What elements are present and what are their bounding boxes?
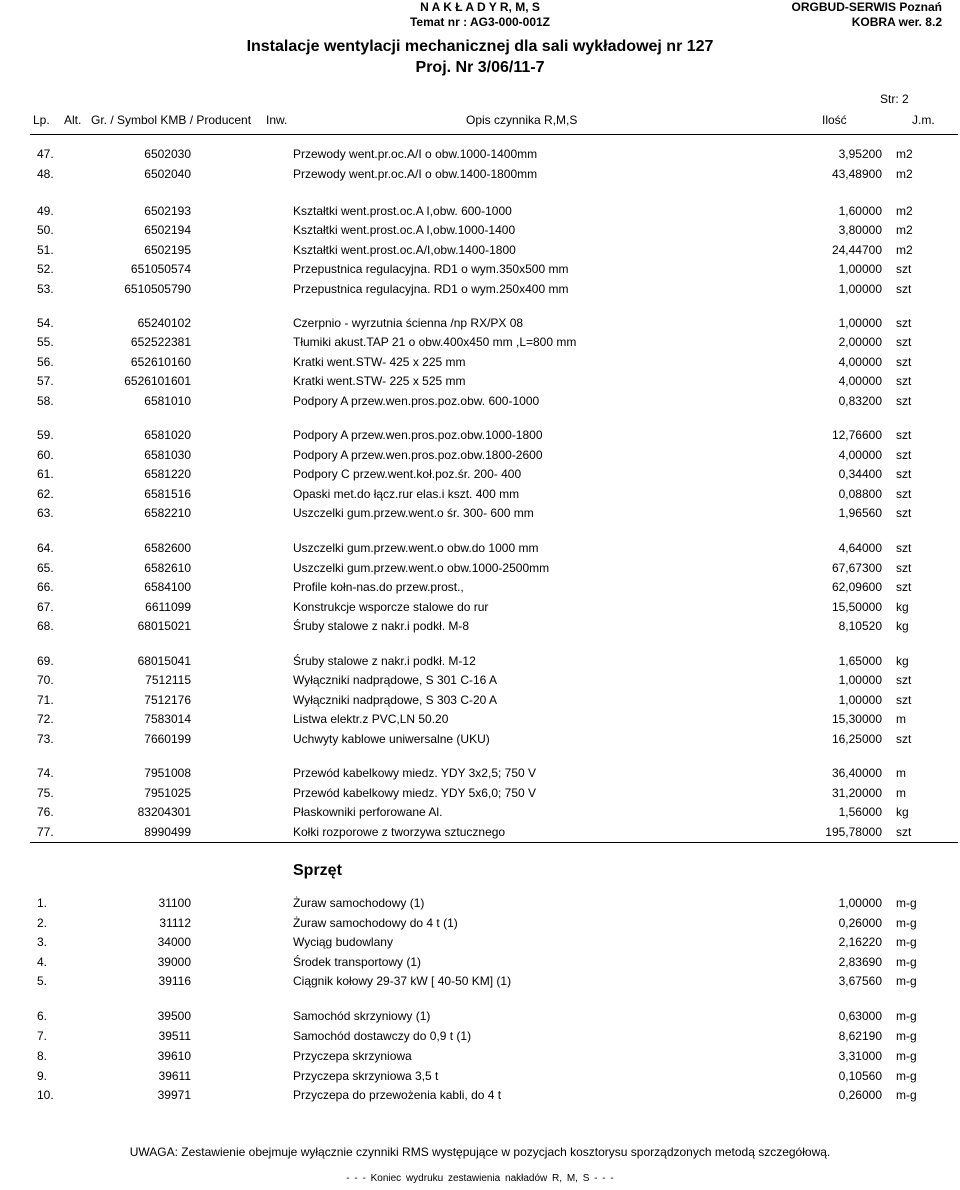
symbol-code: 39511 bbox=[158, 1029, 191, 1043]
symbol-code: 6611099 bbox=[145, 600, 191, 614]
unit-label: szt bbox=[896, 506, 912, 520]
quantity-value: 12,76600 bbox=[831, 428, 882, 442]
quantity-value: 8,62190 bbox=[838, 1029, 882, 1043]
quantity-value: 1,00000 bbox=[838, 316, 882, 330]
table-row bbox=[0, 204, 960, 223]
item-description: Przyczepa do przewożenia kabli, do 4 t bbox=[293, 1088, 502, 1102]
row-number: 57. bbox=[37, 374, 54, 388]
unit-label: m-g bbox=[896, 935, 917, 949]
table-row bbox=[0, 467, 960, 486]
row-number: 3. bbox=[37, 935, 48, 949]
unit-label: m2 bbox=[896, 223, 913, 237]
table-row bbox=[0, 335, 960, 354]
item-description: Profile kołn-nas.do przew.prost., bbox=[293, 580, 464, 594]
table-row bbox=[0, 712, 960, 731]
item-description: Samochód skrzyniowy (1) bbox=[293, 1009, 431, 1023]
quantity-value: 1,60000 bbox=[838, 204, 882, 218]
row-number: 74. bbox=[37, 766, 54, 780]
symbol-code: 6502195 bbox=[144, 243, 191, 257]
item-description: Kształtki went.prost.oc.A/I,obw.1400-1800 bbox=[293, 243, 516, 257]
item-description: Uszczelki gum.przew.went.o obw.1000-2500mm bbox=[293, 561, 550, 575]
symbol-code: 31100 bbox=[158, 896, 191, 910]
quantity-value: 1,00000 bbox=[838, 896, 882, 910]
unit-label: szt bbox=[896, 394, 912, 408]
symbol-code: 39971 bbox=[157, 1088, 191, 1102]
quantity-value: 15,50000 bbox=[831, 600, 882, 614]
quantity-value: 1,96560 bbox=[838, 506, 882, 520]
table-row bbox=[0, 167, 960, 186]
unit-label: szt bbox=[896, 467, 912, 481]
unit-label: m2 bbox=[896, 243, 913, 257]
row-number: 58. bbox=[37, 394, 54, 408]
project-number: Proj. Nr 3/06/11-7 bbox=[415, 59, 545, 76]
table-row bbox=[0, 506, 960, 525]
symbol-code: 6502193 bbox=[144, 204, 191, 218]
item-description: Przyczepa skrzyniowa 3,5 t bbox=[293, 1069, 439, 1083]
item-description: Kołki rozporowe z tworzywa sztucznego bbox=[293, 825, 506, 839]
quantity-value: 0,26000 bbox=[838, 1088, 882, 1102]
item-description: Przewody went.pr.oc.A/I o obw.1000-1400mm bbox=[293, 147, 538, 161]
item-description: Podpory A przew.wen.pros.poz.obw. 600-1000 bbox=[293, 394, 540, 408]
unit-label: m-g bbox=[896, 1029, 917, 1043]
item-description: Śruby stalowe z nakr.i podkł. M-8 bbox=[293, 619, 470, 633]
unit-label: m-g bbox=[896, 1088, 917, 1102]
unit-label: m-g bbox=[896, 955, 917, 969]
item-description: Żuraw samochodowy (1) bbox=[293, 896, 425, 910]
table-row bbox=[0, 896, 960, 915]
row-number: 48. bbox=[37, 167, 54, 181]
row-number: 47. bbox=[37, 147, 54, 161]
row-number: 61. bbox=[37, 467, 54, 481]
unit-label: szt bbox=[896, 355, 912, 369]
symbol-code: 6581030 bbox=[144, 448, 191, 462]
table-row bbox=[0, 1069, 960, 1088]
quantity-value: 1,00000 bbox=[838, 262, 882, 276]
unit-label: kg bbox=[896, 654, 909, 668]
table-row bbox=[0, 732, 960, 751]
unit-label: szt bbox=[896, 262, 912, 276]
table-row bbox=[0, 262, 960, 281]
report-title: Instalacje wentylacji mechanicznej dla sali wykładowej nr 127 bbox=[246, 38, 714, 55]
item-description: Uchwyty kablowe uniwersalne (UKU) bbox=[293, 732, 490, 746]
unit-label: m2 bbox=[896, 167, 913, 181]
unit-label: kg bbox=[896, 805, 909, 819]
quantity-value: 0,26000 bbox=[838, 916, 882, 930]
unit-label: szt bbox=[896, 428, 912, 442]
row-number: 73. bbox=[37, 732, 54, 746]
item-description: Przewody went.pr.oc.A/I o obw.1400-1800mm bbox=[293, 167, 538, 181]
table-row bbox=[0, 766, 960, 785]
unit-label: szt bbox=[896, 580, 912, 594]
symbol-code: 39611 bbox=[158, 1069, 191, 1083]
quantity-value: 16,25000 bbox=[831, 732, 882, 746]
unit-label: szt bbox=[896, 374, 912, 388]
unit-label: m-g bbox=[896, 916, 917, 930]
symbol-code: 39000 bbox=[157, 955, 191, 969]
table-row bbox=[0, 786, 960, 805]
unit-label: m bbox=[896, 786, 906, 800]
unit-label: m bbox=[896, 712, 906, 726]
unit-label: szt bbox=[896, 335, 912, 349]
unit-label: szt bbox=[896, 825, 912, 839]
item-description: Przewód kabelkowy miedz. YDY 5x6,0; 750 V bbox=[293, 786, 537, 800]
unit-label: szt bbox=[896, 732, 912, 746]
quantity-value: 2,16220 bbox=[838, 935, 882, 949]
quantity-value: 2,83690 bbox=[838, 955, 882, 969]
row-number: 8. bbox=[37, 1049, 48, 1063]
table-row bbox=[0, 243, 960, 262]
item-description: Podpory A przew.wen.pros.poz.obw.1800-2600 bbox=[293, 448, 543, 462]
quantity-value: 36,40000 bbox=[831, 766, 882, 780]
table-row bbox=[0, 693, 960, 712]
symbol-code: 652610160 bbox=[130, 355, 191, 369]
table-row bbox=[0, 935, 960, 954]
table-row bbox=[0, 541, 960, 560]
table-row bbox=[0, 1049, 960, 1068]
unit-label: kg bbox=[896, 600, 909, 614]
item-description: Uszczelki gum.przew.went.o obw.do 1000 mm bbox=[293, 541, 539, 555]
col-unit: J.m. bbox=[912, 113, 935, 127]
table-row bbox=[0, 428, 960, 447]
symbol-code: 6584100 bbox=[144, 580, 191, 594]
item-description: Ciągnik kołowy 29-37 kW [ 40-50 KM] (1) bbox=[293, 974, 512, 988]
symbol-code: 6581010 bbox=[144, 394, 191, 408]
table-row bbox=[0, 673, 960, 692]
symbol-code: 652522381 bbox=[130, 335, 191, 349]
unit-label: szt bbox=[896, 282, 912, 296]
item-description: Samochód dostawczy do 0,9 t (1) bbox=[293, 1029, 472, 1043]
symbol-code: 65240102 bbox=[137, 316, 191, 330]
row-number: 67. bbox=[37, 600, 54, 614]
page-number: Str: 2 bbox=[880, 92, 909, 106]
row-number: 63. bbox=[37, 506, 54, 520]
table-row bbox=[0, 487, 960, 506]
unit-label: szt bbox=[896, 561, 912, 575]
unit-label: szt bbox=[896, 487, 912, 501]
table-row bbox=[0, 316, 960, 335]
row-number: 7. bbox=[37, 1029, 48, 1043]
item-description: Przyczepa skrzyniowa bbox=[293, 1049, 412, 1063]
symbol-code: 6582600 bbox=[144, 541, 191, 555]
item-description: Środek transportowy (1) bbox=[293, 955, 422, 969]
symbol-code: 83204301 bbox=[137, 805, 191, 819]
unit-label: szt bbox=[896, 693, 912, 707]
row-number: 53. bbox=[37, 282, 54, 296]
symbol-code: 7660199 bbox=[144, 732, 191, 746]
symbol-code: 39116 bbox=[158, 974, 191, 988]
symbol-code: 6582610 bbox=[144, 561, 191, 575]
symbol-code: 6502040 bbox=[144, 167, 191, 181]
quantity-value: 1,00000 bbox=[838, 693, 882, 707]
quantity-value: 4,64000 bbox=[838, 541, 882, 555]
item-description: Tłumiki akust.TAP 21 o obw.400x450 mm ,L=800 mm bbox=[293, 335, 577, 349]
unit-label: m-g bbox=[896, 1009, 917, 1023]
item-description: Przewód kabelkowy miedz. YDY 3x2,5; 750 V bbox=[293, 766, 537, 780]
item-description: Czerpnio - wyrzutnia ścienna /np RX/PX 08 bbox=[293, 316, 524, 330]
row-number: 6. bbox=[37, 1009, 48, 1023]
quantity-value: 195,78000 bbox=[825, 825, 882, 839]
quantity-value: 1,65000 bbox=[838, 654, 882, 668]
unit-label: m-g bbox=[896, 896, 917, 910]
row-number: 64. bbox=[37, 541, 54, 555]
row-number: 62. bbox=[37, 487, 54, 501]
item-description: Podpory A przew.wen.pros.poz.obw.1000-1800 bbox=[293, 428, 543, 442]
table-row bbox=[0, 805, 960, 824]
row-number: 72. bbox=[37, 712, 54, 726]
section-rule bbox=[30, 842, 958, 843]
symbol-code: 68015041 bbox=[137, 654, 191, 668]
row-number: 77. bbox=[37, 825, 54, 839]
symbol-code: 6502194 bbox=[144, 223, 191, 237]
table-row bbox=[0, 600, 960, 619]
symbol-code: 6510505790 bbox=[124, 282, 191, 296]
table-row bbox=[0, 580, 960, 599]
symbol-code: 7583014 bbox=[144, 712, 191, 726]
table-row bbox=[0, 1009, 960, 1028]
quantity-value: 43,48900 bbox=[831, 167, 882, 181]
table-row bbox=[0, 394, 960, 413]
col-quantity: Ilość bbox=[822, 113, 847, 127]
quantity-value: 1,00000 bbox=[838, 282, 882, 296]
row-number: 1. bbox=[37, 896, 48, 910]
symbol-code: 6526101601 bbox=[124, 374, 191, 388]
symbol-code: 34000 bbox=[157, 935, 191, 949]
col-alt: Alt. bbox=[64, 113, 82, 127]
quantity-value: 31,20000 bbox=[831, 786, 882, 800]
footnote: UWAGA: Zestawienie obejmuje wyłącznie czynniki RMS występujące w pozycjach kosztorysu sporządzonych metodą szczegółową. bbox=[129, 1145, 831, 1159]
column-header-row bbox=[0, 113, 960, 131]
program-version: KOBRA wer. 8.2 bbox=[851, 15, 942, 29]
quantity-value: 0,63000 bbox=[838, 1009, 882, 1023]
company-name: ORGBUD-SERWIS Poznań bbox=[791, 0, 942, 14]
row-number: 2. bbox=[37, 916, 48, 930]
quantity-value: 8,10520 bbox=[838, 619, 882, 633]
item-description: Przepustnica regulacyjna. RD1 o wym.250x400 mm bbox=[293, 282, 569, 296]
quantity-value: 0,10560 bbox=[838, 1069, 882, 1083]
unit-label: kg bbox=[896, 619, 909, 633]
item-description: Wyciąg budowlany bbox=[293, 935, 393, 949]
col-description: Opis czynnika R,M,S bbox=[466, 113, 578, 127]
symbol-code: 6502030 bbox=[144, 147, 191, 161]
symbol-code: 7951008 bbox=[144, 766, 191, 780]
row-number: 4. bbox=[37, 955, 48, 969]
row-number: 65. bbox=[37, 561, 54, 575]
row-number: 75. bbox=[37, 786, 54, 800]
unit-label: szt bbox=[896, 673, 912, 687]
row-number: 56. bbox=[37, 355, 54, 369]
quantity-value: 4,00000 bbox=[838, 448, 882, 462]
table-row bbox=[0, 448, 960, 467]
item-description: Kratki went.STW- 225 x 525 mm bbox=[293, 374, 466, 388]
item-description: Wyłączniki nadprądowe, S 301 C-16 A bbox=[293, 673, 497, 687]
row-number: 51. bbox=[37, 243, 54, 257]
quantity-value: 0,34400 bbox=[838, 467, 882, 481]
unit-label: szt bbox=[896, 448, 912, 462]
symbol-code: 8990499 bbox=[144, 825, 191, 839]
quantity-value: 67,67300 bbox=[831, 561, 882, 575]
quantity-value: 3,95200 bbox=[838, 147, 882, 161]
quantity-value: 1,00000 bbox=[838, 673, 882, 687]
row-number: 52. bbox=[37, 262, 54, 276]
item-description: Wyłączniki nadprądowe, S 303 C-20 A bbox=[293, 693, 497, 707]
table-row bbox=[0, 355, 960, 374]
quantity-value: 0,08800 bbox=[838, 487, 882, 501]
row-number: 10. bbox=[37, 1088, 54, 1102]
row-number: 59. bbox=[37, 428, 54, 442]
item-description: Żuraw samochodowy do 4 t (1) bbox=[293, 916, 458, 930]
unit-label: szt bbox=[896, 316, 912, 330]
symbol-code: 651050574 bbox=[130, 262, 191, 276]
end-of-printout: - - - Koniec wydruku zestawienia nakładów R, M, S - - - bbox=[346, 1173, 614, 1184]
row-number: 66. bbox=[37, 580, 54, 594]
item-description: Śruby stalowe z nakr.i podkł. M-12 bbox=[293, 654, 476, 668]
unit-label: szt bbox=[896, 541, 912, 555]
row-number: 70. bbox=[37, 673, 54, 687]
table-row bbox=[0, 916, 960, 935]
table-row bbox=[0, 561, 960, 580]
symbol-code: 6581220 bbox=[144, 467, 191, 481]
unit-label: m-g bbox=[896, 1069, 917, 1083]
topic-number: Temat nr : AG3-000-001Z bbox=[409, 15, 551, 29]
item-description: Kratki went.STW- 425 x 225 mm bbox=[293, 355, 466, 369]
col-inw: Inw. bbox=[266, 113, 288, 127]
item-description: Płaskowniki perforowane Al. bbox=[293, 805, 443, 819]
quantity-value: 3,31000 bbox=[838, 1049, 882, 1063]
table-row bbox=[0, 955, 960, 974]
row-number: 68. bbox=[37, 619, 54, 633]
row-number: 9. bbox=[37, 1069, 48, 1083]
table-row bbox=[0, 282, 960, 301]
document-type: N A K Ł A D Y R, M, S bbox=[420, 0, 540, 14]
quantity-value: 24,44700 bbox=[831, 243, 882, 257]
table-row bbox=[0, 974, 960, 993]
symbol-code: 7951025 bbox=[144, 786, 191, 800]
table-row bbox=[0, 654, 960, 673]
item-description: Konstrukcje wsporcze stalowe do rur bbox=[293, 600, 489, 614]
symbol-code: 31112 bbox=[159, 916, 191, 930]
symbol-code: 6582210 bbox=[144, 506, 191, 520]
item-description: Kształtki went.prost.oc.A I,obw. 600-1000 bbox=[293, 204, 512, 218]
symbol-code: 39610 bbox=[157, 1049, 191, 1063]
row-number: 76. bbox=[37, 805, 54, 819]
row-number: 54. bbox=[37, 316, 54, 330]
table-row bbox=[0, 1029, 960, 1048]
table-row bbox=[0, 374, 960, 393]
quantity-value: 2,00000 bbox=[838, 335, 882, 349]
table-row bbox=[0, 147, 960, 166]
symbol-code: 7512115 bbox=[145, 673, 191, 687]
table-row bbox=[0, 1088, 960, 1107]
item-description: Uszczelki gum.przew.went.o śr. 300- 600 mm bbox=[293, 506, 534, 520]
row-number: 69. bbox=[37, 654, 54, 668]
symbol-code: 6581516 bbox=[144, 487, 191, 501]
symbol-code: 68015021 bbox=[137, 619, 191, 633]
symbol-code: 39500 bbox=[157, 1009, 191, 1023]
unit-label: m-g bbox=[896, 1049, 917, 1063]
table-row bbox=[0, 619, 960, 638]
row-number: 55. bbox=[37, 335, 54, 349]
item-description: Podpory C przew.went.koł.poz.śr. 200- 400 bbox=[293, 467, 522, 481]
symbol-code: 7512176 bbox=[144, 693, 191, 707]
item-description: Listwa elektr.z PVC,LN 50.20 bbox=[293, 712, 449, 726]
quantity-value: 4,00000 bbox=[838, 355, 882, 369]
col-group: Gr. / Symbol KMB / Producent bbox=[91, 113, 252, 127]
quantity-value: 3,80000 bbox=[838, 223, 882, 237]
row-number: 49. bbox=[37, 204, 54, 218]
unit-label: m bbox=[896, 766, 906, 780]
quantity-value: 15,30000 bbox=[831, 712, 882, 726]
equipment-section-title: Sprzęt bbox=[293, 862, 342, 879]
symbol-code: 6581020 bbox=[144, 428, 191, 442]
quantity-value: 62,09600 bbox=[831, 580, 882, 594]
quantity-value: 4,00000 bbox=[838, 374, 882, 388]
row-number: 71. bbox=[37, 693, 54, 707]
row-number: 60. bbox=[37, 448, 54, 462]
quantity-value: 0,83200 bbox=[838, 394, 882, 408]
unit-label: m2 bbox=[896, 147, 913, 161]
quantity-value: 1,56000 bbox=[838, 805, 882, 819]
item-description: Przepustnica regulacyjna. RD1 o wym.350x500 mm bbox=[293, 262, 569, 276]
unit-label: m-g bbox=[896, 974, 917, 988]
item-description: Kształtki went.prost.oc.A I,obw.1000-1400 bbox=[293, 223, 516, 237]
item-description: Opaski met.do łącz.rur elas.i kszt. 400 mm bbox=[293, 487, 520, 501]
col-lp: Lp. bbox=[33, 113, 50, 127]
quantity-value: 3,67560 bbox=[838, 974, 882, 988]
header-rule bbox=[30, 134, 958, 135]
row-number: 5. bbox=[37, 974, 48, 988]
unit-label: m2 bbox=[896, 204, 913, 218]
row-number: 50. bbox=[37, 223, 54, 237]
table-row bbox=[0, 223, 960, 242]
